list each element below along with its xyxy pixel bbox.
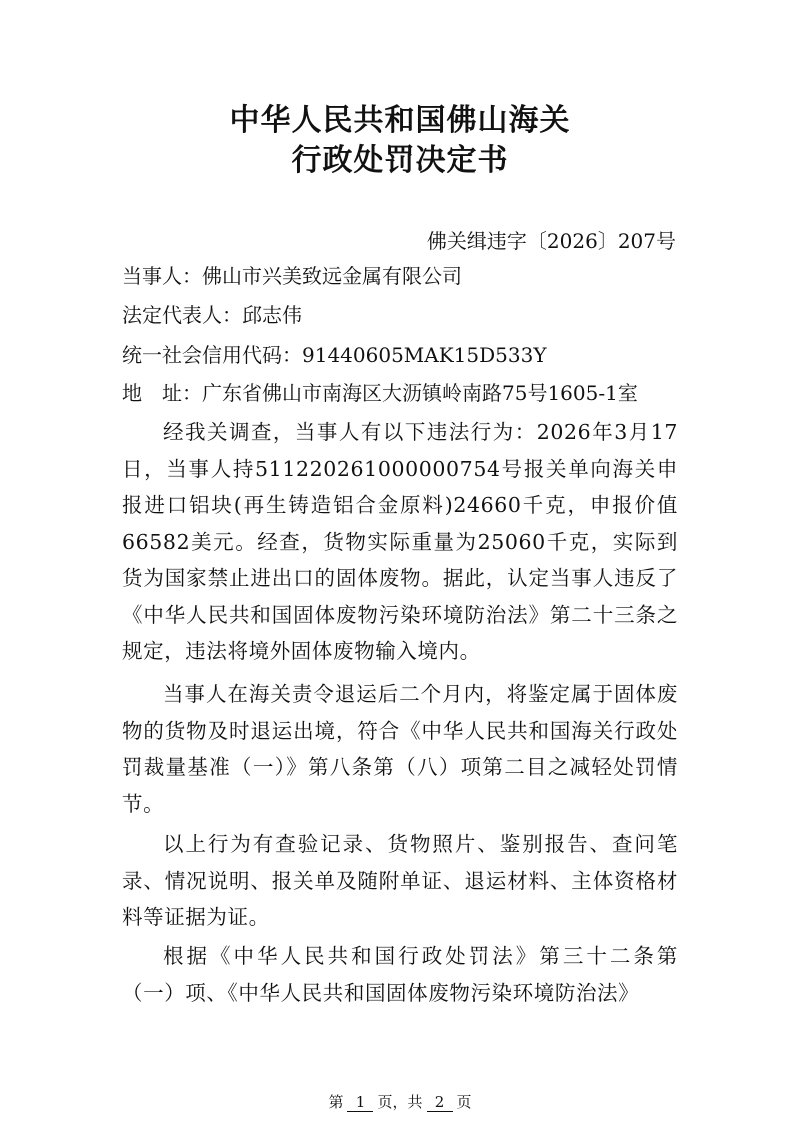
paragraph-mitigation: 当事人在海关责令退运后二个月内，将鉴定属于固体废物的货物及时退运出境，符合《中华人民共和国海关行政处罚裁量基准（一）》第八条第（八）项第二目之减轻处罚情节。 <box>122 682 678 816</box>
document-title: 中华人民共和国佛山海关 <box>229 103 571 138</box>
paragraph-legal-basis: 根据《中华人民共和国行政处罚法》第三十二条第（一）项、《中华人民共和国固体废物污染环境防治法》 <box>122 944 678 1005</box>
document-number: 佛关缉违字〔2026〕207号 <box>426 229 676 253</box>
document-subtitle: 行政处罚决定书 <box>291 143 509 178</box>
party-field: 当事人：佛山市兴美致远金属有限公司 <box>122 264 462 288</box>
footer-middle: 页，共 <box>377 1093 423 1111</box>
address-field: 地 址：广东省佛山市南海区大沥镇岭南路75号1605-1室 <box>122 381 638 405</box>
current-page-number: 1 <box>347 1094 373 1112</box>
footer-prefix: 第 <box>328 1093 344 1111</box>
paragraph-violation: 经我关调查，当事人有以下违法行为：2026年3月17日，当事人持511220261000000754号报关单向海关申报进口铝块(再生铸造铝合金原料)24660千克，申报价值66582美元。经查，货物实际重量为25060千克，实际到货为国家禁止进出口的固体废物。据此，认定当事人违反了《中华人民共和国固体废物污染环境防治法》第二十三条之规定，违法将境外固体废物输入境内。 <box>122 420 678 663</box>
footer-suffix: 页 <box>456 1093 472 1111</box>
total-pages-number: 2 <box>427 1094 453 1112</box>
legal-representative-field: 法定代表人：邱志伟 <box>122 303 302 327</box>
page-footer <box>0 1092 800 1112</box>
credit-code-field: 统一社会信用代码：91440605MAK15D533Y <box>122 343 547 367</box>
paragraph-evidence: 以上行为有查验记录、货物照片、鉴别报告、查问笔录、情况说明、报关单及随附单证、退运材料、主体资格材料等证据为证。 <box>122 832 678 929</box>
